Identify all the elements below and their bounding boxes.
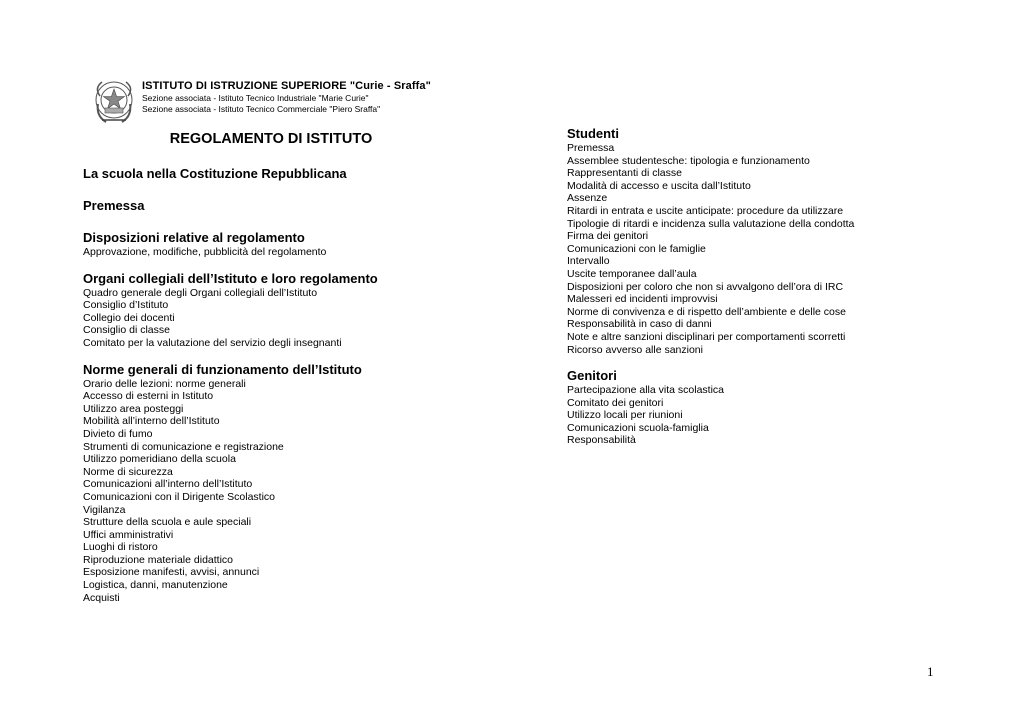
list-item: Modalità di accesso e uscita dall’Istituto <box>567 179 751 192</box>
page-number: 1 <box>927 664 934 679</box>
list-item: Approvazione, modifiche, pubblicità del regolamento <box>83 246 327 258</box>
list-disposizioni <box>83 246 483 259</box>
list-item: Firma dei genitori <box>567 230 649 243</box>
section-industrial: Sezione associata - Istituto Tecnico Industriale "Marie Curie" <box>142 93 369 103</box>
list-item: Intervallo <box>567 255 610 268</box>
list-item: Norme di convivenza e di rispetto dell’ambiente e delle cose <box>567 305 846 318</box>
list-item: Norme di sicurezza <box>83 465 173 478</box>
list-item: Tipologie di ritardi e incidenza sulla valutazione della condotta <box>567 217 855 230</box>
list-item: Responsabilità <box>567 434 636 447</box>
list-item: Divieto di fumo <box>83 427 153 440</box>
list-item: Rappresentanti di classe <box>567 167 682 180</box>
document-title: REGOLAMENTO DI ISTITUTO <box>169 131 373 147</box>
list-item: Consiglio di classe <box>83 324 170 337</box>
list-item: Comunicazioni con il Dirigente Scolastico <box>83 490 276 503</box>
list-item: Utilizzo area posteggi <box>83 402 184 415</box>
section-heading-costituzione: La scuola nella Costituzione Repubblicana <box>83 166 347 181</box>
list-item: Consiglio d’Istituto <box>83 299 169 312</box>
italian-republic-emblem-icon <box>92 76 136 126</box>
list-item: Logistica, danni, manutenzione <box>83 579 228 592</box>
list-item: Utilizzo pomeridiano della scuola <box>83 453 236 466</box>
list-item: Note e altre sanzioni disciplinari per comportamenti scorretti <box>567 330 846 343</box>
list-norme-generali <box>83 378 483 605</box>
list-item: Uffici amministrativi <box>83 528 174 541</box>
section-heading-organi-collegiali: Organi collegiali dell’Istituto e loro regolamento <box>83 270 378 286</box>
list-item: Assenze <box>567 192 608 205</box>
list-item: Comunicazioni all’interno dell’Istituto <box>83 478 253 491</box>
list-item: Comunicazioni con le famiglie <box>567 242 706 255</box>
list-item: Collegio dei docenti <box>83 311 175 324</box>
list-studenti <box>567 142 947 356</box>
list-item: Disposizioni per coloro che non si avvalgono dell’ora di IRC <box>567 280 844 293</box>
list-organi-collegiali <box>83 287 483 350</box>
section-heading-genitori: Genitori <box>567 368 617 384</box>
list-item: Assemblee studentesche: tipologia e funzionamento <box>567 154 810 167</box>
list-genitori <box>567 384 947 447</box>
list-item: Riproduzione materiale didattico <box>83 553 233 566</box>
section-heading-premessa: Premessa <box>83 198 145 213</box>
list-item: Ritardi in entrata e uscite anticipate: procedure da utilizzare <box>567 204 844 217</box>
list-item: Quadro generale degli Organi collegiali dell’Istituto <box>83 286 318 299</box>
list-item: Comitato dei genitori <box>567 396 664 409</box>
list-item: Malesseri ed incidenti improvvisi <box>567 293 718 306</box>
right-column <box>567 126 947 447</box>
section-heading-studenti: Studenti <box>567 126 619 141</box>
list-item: Premessa <box>567 142 615 154</box>
list-item: Orario delle lezioni: norme generali <box>83 377 246 390</box>
list-item: Partecipazione alla vita scolastica <box>567 384 724 397</box>
list-item: Comitato per la valutazione del servizio degli insegnanti <box>83 336 342 349</box>
list-item: Responsabilità in caso di danni <box>567 318 712 331</box>
section-heading-norme-generali: Norme generali di funzionamento dell’Istituto <box>83 361 362 377</box>
list-item: Luoghi di ristoro <box>83 541 158 554</box>
list-item: Acquisti <box>83 591 120 604</box>
list-item: Strumenti di comunicazione e registrazione <box>83 440 284 453</box>
left-column <box>83 130 483 604</box>
list-item: Esposizione manifesti, avvisi, annunci <box>83 566 260 579</box>
list-item: Utilizzo locali per riunioni <box>567 409 683 422</box>
institute-name: ISTITUTO DI ISTRUZIONE SUPERIORE "Curie - Sraffa" <box>142 80 431 92</box>
list-item: Strutture della scuola e aule speciali <box>83 516 252 529</box>
section-heading-disposizioni: Disposizioni relative al regolamento <box>83 230 305 245</box>
list-item: Comunicazioni scuola-famiglia <box>567 421 709 434</box>
list-item: Vigilanza <box>83 503 126 516</box>
list-item: Mobilità all’interno dell’Istituto <box>83 415 220 428</box>
list-item: Ricorso avverso alle sanzioni <box>567 343 703 356</box>
list-item: Uscite temporanee dall’aula <box>567 267 697 280</box>
section-commercial: Sezione associata - Istituto Tecnico Commerciale "Piero Sraffa" <box>142 104 381 114</box>
list-item: Accesso di esterni in Istituto <box>83 390 214 403</box>
